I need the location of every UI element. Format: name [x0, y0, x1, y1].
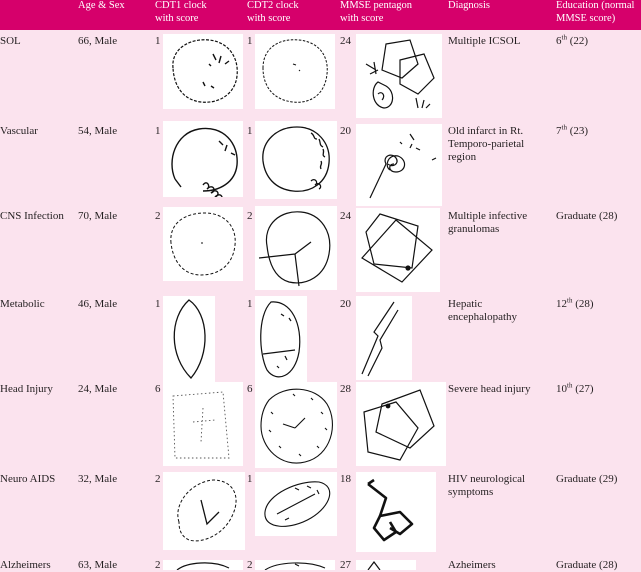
- education-cell: Graduate (28): [556, 559, 618, 571]
- age-sex-cell: 54, Male: [78, 125, 118, 137]
- mmse-pentagon-drawing: [356, 34, 442, 118]
- education-cell: 7th (23): [556, 123, 589, 137]
- mmse-pentagon-drawing: [356, 124, 442, 206]
- cdt1-clock-drawing: [163, 34, 243, 109]
- cdt2-score: 6: [247, 383, 253, 395]
- cdt1-clock-drawing: [163, 472, 245, 550]
- age-sex-cell: 63, Male: [78, 559, 118, 571]
- cdt1-score: 1: [155, 35, 161, 47]
- cdt1-score: 1: [155, 298, 161, 310]
- cdt1-clock-drawing: [163, 121, 243, 197]
- cdt2-score: 1: [247, 35, 253, 47]
- cdt1-clock-drawing: [163, 207, 243, 281]
- cdt2-score: 1: [247, 125, 253, 137]
- age-sex-cell: 32, Male: [78, 473, 118, 485]
- cdt2-score: 2: [247, 210, 253, 222]
- cdt2-clock-drawing: [255, 472, 337, 536]
- mmse-score: 24: [340, 210, 351, 222]
- mmse-score: 20: [340, 125, 351, 137]
- diagnosis-cell: Hepatic encephalopathy: [448, 298, 518, 323]
- cdt2-clock-drawing: [255, 121, 337, 199]
- header-cdt2: CDT2 clock with score: [247, 0, 299, 24]
- cdt2-score: 2: [247, 559, 253, 571]
- mmse-pentagon-drawing: [356, 382, 446, 466]
- mmse-score: 28: [340, 383, 351, 395]
- mmse-score: 27: [340, 559, 351, 571]
- cdt1-clock-drawing: [163, 560, 243, 570]
- mmse-pentagon-drawing: [356, 296, 412, 380]
- header-cdt1: CDT1 clock with score: [155, 0, 207, 24]
- category-cell: SOL: [0, 35, 21, 47]
- diagnosis-cell: Severe head injury: [448, 383, 531, 395]
- cdt2-score: 1: [247, 473, 253, 485]
- cdt1-score: 2: [155, 559, 161, 571]
- mmse-score: 18: [340, 473, 351, 485]
- diagnosis-cell: Old infarct in Rt. Temporo-parietal region: [448, 125, 525, 163]
- diagnosis-cell: Azheimers: [448, 559, 496, 571]
- cdt2-clock-drawing: [255, 296, 307, 386]
- mmse-score: 24: [340, 35, 351, 47]
- education-cell: Graduate (28): [556, 210, 618, 222]
- category-cell: Vascular: [0, 125, 38, 137]
- education-cell: 6th (22): [556, 33, 589, 47]
- header-diagnosis: Diagnosis: [448, 0, 490, 11]
- age-sex-cell: 70, Male: [78, 210, 118, 222]
- cdt2-clock-drawing: [255, 34, 335, 109]
- diagnosis-cell: Multiple ICSOL: [448, 35, 521, 47]
- cdt2-clock-drawing: [255, 560, 335, 570]
- header-education: Education (normal MMSE score): [556, 0, 635, 24]
- education-cell: 10th (27): [556, 381, 594, 395]
- mmse-score: 20: [340, 298, 351, 310]
- cdt2-clock-drawing: [255, 206, 337, 290]
- cdt1-score: 6: [155, 383, 161, 395]
- category-cell: Head Injury: [0, 383, 53, 395]
- mmse-pentagon-drawing: [356, 560, 416, 570]
- header-age-sex: Age & Sex: [78, 0, 125, 11]
- cdt1-clock-drawing: [163, 296, 215, 382]
- cdt1-score: 2: [155, 473, 161, 485]
- category-cell: CNS Infection: [0, 210, 64, 222]
- mmse-pentagon-drawing: [356, 208, 440, 292]
- category-cell: Alzheimers: [0, 559, 51, 571]
- cdt2-clock-drawing: [255, 382, 337, 468]
- diagnosis-cell: HIV neurological symptoms: [448, 473, 526, 498]
- diagnosis-cell: Multiple infective granulomas: [448, 210, 528, 235]
- age-sex-cell: 66, Male: [78, 35, 118, 47]
- category-cell: Metabolic: [0, 298, 45, 310]
- cdt1-score: 2: [155, 210, 161, 222]
- cdt2-score: 1: [247, 298, 253, 310]
- table-header: [0, 0, 641, 30]
- category-cell: Neuro AIDS: [0, 473, 56, 485]
- education-cell: Graduate (29): [556, 473, 618, 485]
- age-sex-cell: 46, Male: [78, 298, 118, 310]
- header-mmse: MMSE pentagon with score: [340, 0, 413, 24]
- age-sex-cell: 24, Male: [78, 383, 118, 395]
- mmse-pentagon-drawing: [356, 472, 436, 552]
- cdt1-clock-drawing: [163, 382, 243, 466]
- education-cell: 12th (28): [556, 296, 594, 310]
- cdt1-score: 1: [155, 125, 161, 137]
